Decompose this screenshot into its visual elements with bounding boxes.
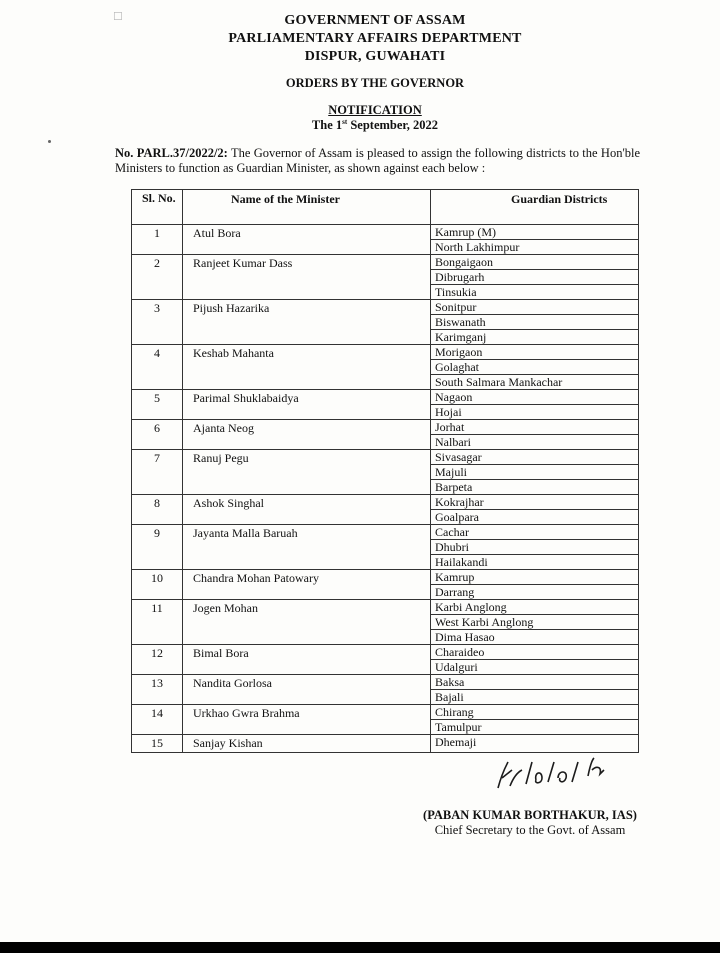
sl-no-cell: 1 xyxy=(132,225,183,255)
sl-no-cell: 7 xyxy=(132,450,183,495)
district-item: Chirang xyxy=(431,705,638,720)
handwritten-signature-icon xyxy=(492,748,612,798)
notification-title-text: NOTIFICATION xyxy=(328,103,422,117)
sl-no-cell: 12 xyxy=(132,645,183,675)
header-government: GOVERNMENT OF ASSAM xyxy=(284,13,466,28)
sl-no-cell: 5 xyxy=(132,390,183,420)
district-item: Biswanath xyxy=(431,315,638,330)
district-item: Dima Hasao xyxy=(435,630,495,644)
sl-no-cell: 13 xyxy=(132,675,183,705)
minister-name-cell: Bimal Bora xyxy=(183,645,431,675)
notification-title xyxy=(190,103,560,118)
table-body xyxy=(132,225,639,753)
district-item: Charaideo xyxy=(431,645,638,660)
minister-name-cell: Pijush Hazarika xyxy=(183,300,431,345)
sl-no-cell: 15 xyxy=(132,735,183,753)
table-row xyxy=(132,255,639,300)
header-minister-name: Name of the Minister xyxy=(183,190,431,225)
letterhead xyxy=(190,12,560,66)
district-item: Majuli xyxy=(431,465,638,480)
table-row xyxy=(132,525,639,570)
districts-cell xyxy=(431,255,639,300)
table-row xyxy=(132,450,639,495)
table-row xyxy=(132,390,639,420)
header-location: DISPUR, GUWAHATI xyxy=(304,49,446,64)
districts-cell xyxy=(431,345,639,390)
stray-dot xyxy=(48,140,51,143)
district-item: Baksa xyxy=(431,675,638,690)
districts-cell xyxy=(431,675,639,705)
table-row xyxy=(132,645,639,675)
minister-name-cell: Chandra Mohan Patowary xyxy=(183,570,431,600)
minister-name-cell: Jogen Mohan xyxy=(183,600,431,645)
district-item: West Karbi Anglong xyxy=(431,615,638,630)
districts-cell xyxy=(431,450,639,495)
district-item: Darrang xyxy=(435,585,475,599)
orders-heading: ORDERS BY THE GOVERNOR xyxy=(285,76,465,90)
district-item: Sivasagar xyxy=(431,450,638,465)
sl-no-cell: 6 xyxy=(132,420,183,450)
minister-name-cell: Sanjay Kishan xyxy=(183,735,431,753)
district-item: Hailakandi xyxy=(435,555,488,569)
district-item: Barpeta xyxy=(435,480,473,494)
district-item: Goalpara xyxy=(435,510,479,524)
district-item: Bajali xyxy=(435,690,464,704)
minister-name-cell: Ashok Singhal xyxy=(183,495,431,525)
table-row xyxy=(132,570,639,600)
minister-name-cell: Parimal Shuklabaidya xyxy=(183,390,431,420)
signatory-title: Chief Secretary to the Govt. of Assam xyxy=(434,823,626,837)
sl-no-cell: 4 xyxy=(132,345,183,390)
districts-cell xyxy=(431,600,639,645)
table-row xyxy=(132,345,639,390)
minister-name-cell: Ranjeet Kumar Dass xyxy=(183,255,431,300)
districts-cell xyxy=(431,300,639,345)
sl-no-cell: 8 xyxy=(132,495,183,525)
district-item: Nagaon xyxy=(431,390,638,405)
district-item: Dibrugarh xyxy=(431,270,638,285)
table-row xyxy=(132,495,639,525)
districts-cell xyxy=(431,570,639,600)
districts-cell xyxy=(431,645,639,675)
minister-name-cell: Urkhao Gwra Brahma xyxy=(183,705,431,735)
table-row xyxy=(132,600,639,645)
header-guardian-districts: Guardian Districts xyxy=(431,190,639,225)
date-suffix: September, 2022 xyxy=(347,118,439,133)
districts-cell xyxy=(431,705,639,735)
table-row xyxy=(132,225,639,255)
signatory-name: (PABAN KUMAR BORTHAKUR, IAS) xyxy=(423,808,637,822)
header-department: PARLIAMENTARY AFFAIRS DEPARTMENT xyxy=(228,31,522,46)
table-header-row xyxy=(132,190,639,225)
districts-cell xyxy=(431,420,639,450)
sl-no-cell: 2 xyxy=(132,255,183,300)
minister-name-cell: Keshab Mahanta xyxy=(183,345,431,390)
district-item: Nalbari xyxy=(435,435,471,449)
districts-cell xyxy=(431,495,639,525)
minister-name-cell: Nandita Gorlosa xyxy=(183,675,431,705)
table-row xyxy=(132,300,639,345)
sl-no-cell: 3 xyxy=(132,300,183,345)
district-item: Cachar xyxy=(431,525,638,540)
table-row xyxy=(132,420,639,450)
district-item: Sonitpur xyxy=(431,300,638,315)
district-item: Golaghat xyxy=(431,360,638,375)
district-item: South Salmara Mankachar xyxy=(435,375,563,389)
district-item: Kokrajhar xyxy=(431,495,638,510)
district-item: Morigaon xyxy=(431,345,638,360)
district-item: Tamulpur xyxy=(435,720,482,734)
table-row xyxy=(132,675,639,705)
sl-no-cell: 14 xyxy=(132,705,183,735)
table-row xyxy=(132,705,639,735)
district-item: North Lakhimpur xyxy=(435,240,520,254)
minister-name-cell: Atul Bora xyxy=(183,225,431,255)
sl-no-cell: 11 xyxy=(132,600,183,645)
guardian-minister-table xyxy=(131,189,639,753)
districts-cell xyxy=(431,390,639,420)
minister-name-cell: Jayanta Malla Baruah xyxy=(183,525,431,570)
reference-number: No. PARL.37/2022/2: xyxy=(115,146,228,160)
district-item: Karbi Anglong xyxy=(431,600,638,615)
districts-cell xyxy=(431,225,639,255)
margin-scribble: ☐ xyxy=(113,11,123,23)
signatory-block xyxy=(410,808,650,838)
district-item: Dhemaji xyxy=(435,735,477,749)
minister-name-cell: Ranuj Pegu xyxy=(183,450,431,495)
districts-cell xyxy=(431,525,639,570)
notification-date xyxy=(190,118,560,133)
district-item: Hojai xyxy=(435,405,462,419)
district-item: Kamrup (M) xyxy=(431,225,638,240)
sl-no-cell: 10 xyxy=(132,570,183,600)
minister-name-cell: Ajanta Neog xyxy=(183,420,431,450)
district-item: Jorhat xyxy=(431,420,638,435)
notification-paragraph xyxy=(115,146,640,176)
district-item: Dhubri xyxy=(431,540,638,555)
sl-no-cell: 9 xyxy=(132,525,183,570)
district-item: Karimganj xyxy=(435,330,487,344)
district-item: Udalguri xyxy=(435,660,478,674)
paragraph-text: The Governor of Assam is pleased to assign the following districts to the Hon'ble Ministers to function as Guardian Minister, as shown against each below : xyxy=(115,146,640,175)
district-item: Tinsukia xyxy=(435,285,477,299)
date-superscript: st xyxy=(342,118,348,126)
district-item: Bongaigaon xyxy=(431,255,638,270)
header-sl-no: Sl. No. xyxy=(132,190,183,225)
district-item: Kamrup xyxy=(431,570,638,585)
date-prefix: The 1 xyxy=(311,118,343,133)
